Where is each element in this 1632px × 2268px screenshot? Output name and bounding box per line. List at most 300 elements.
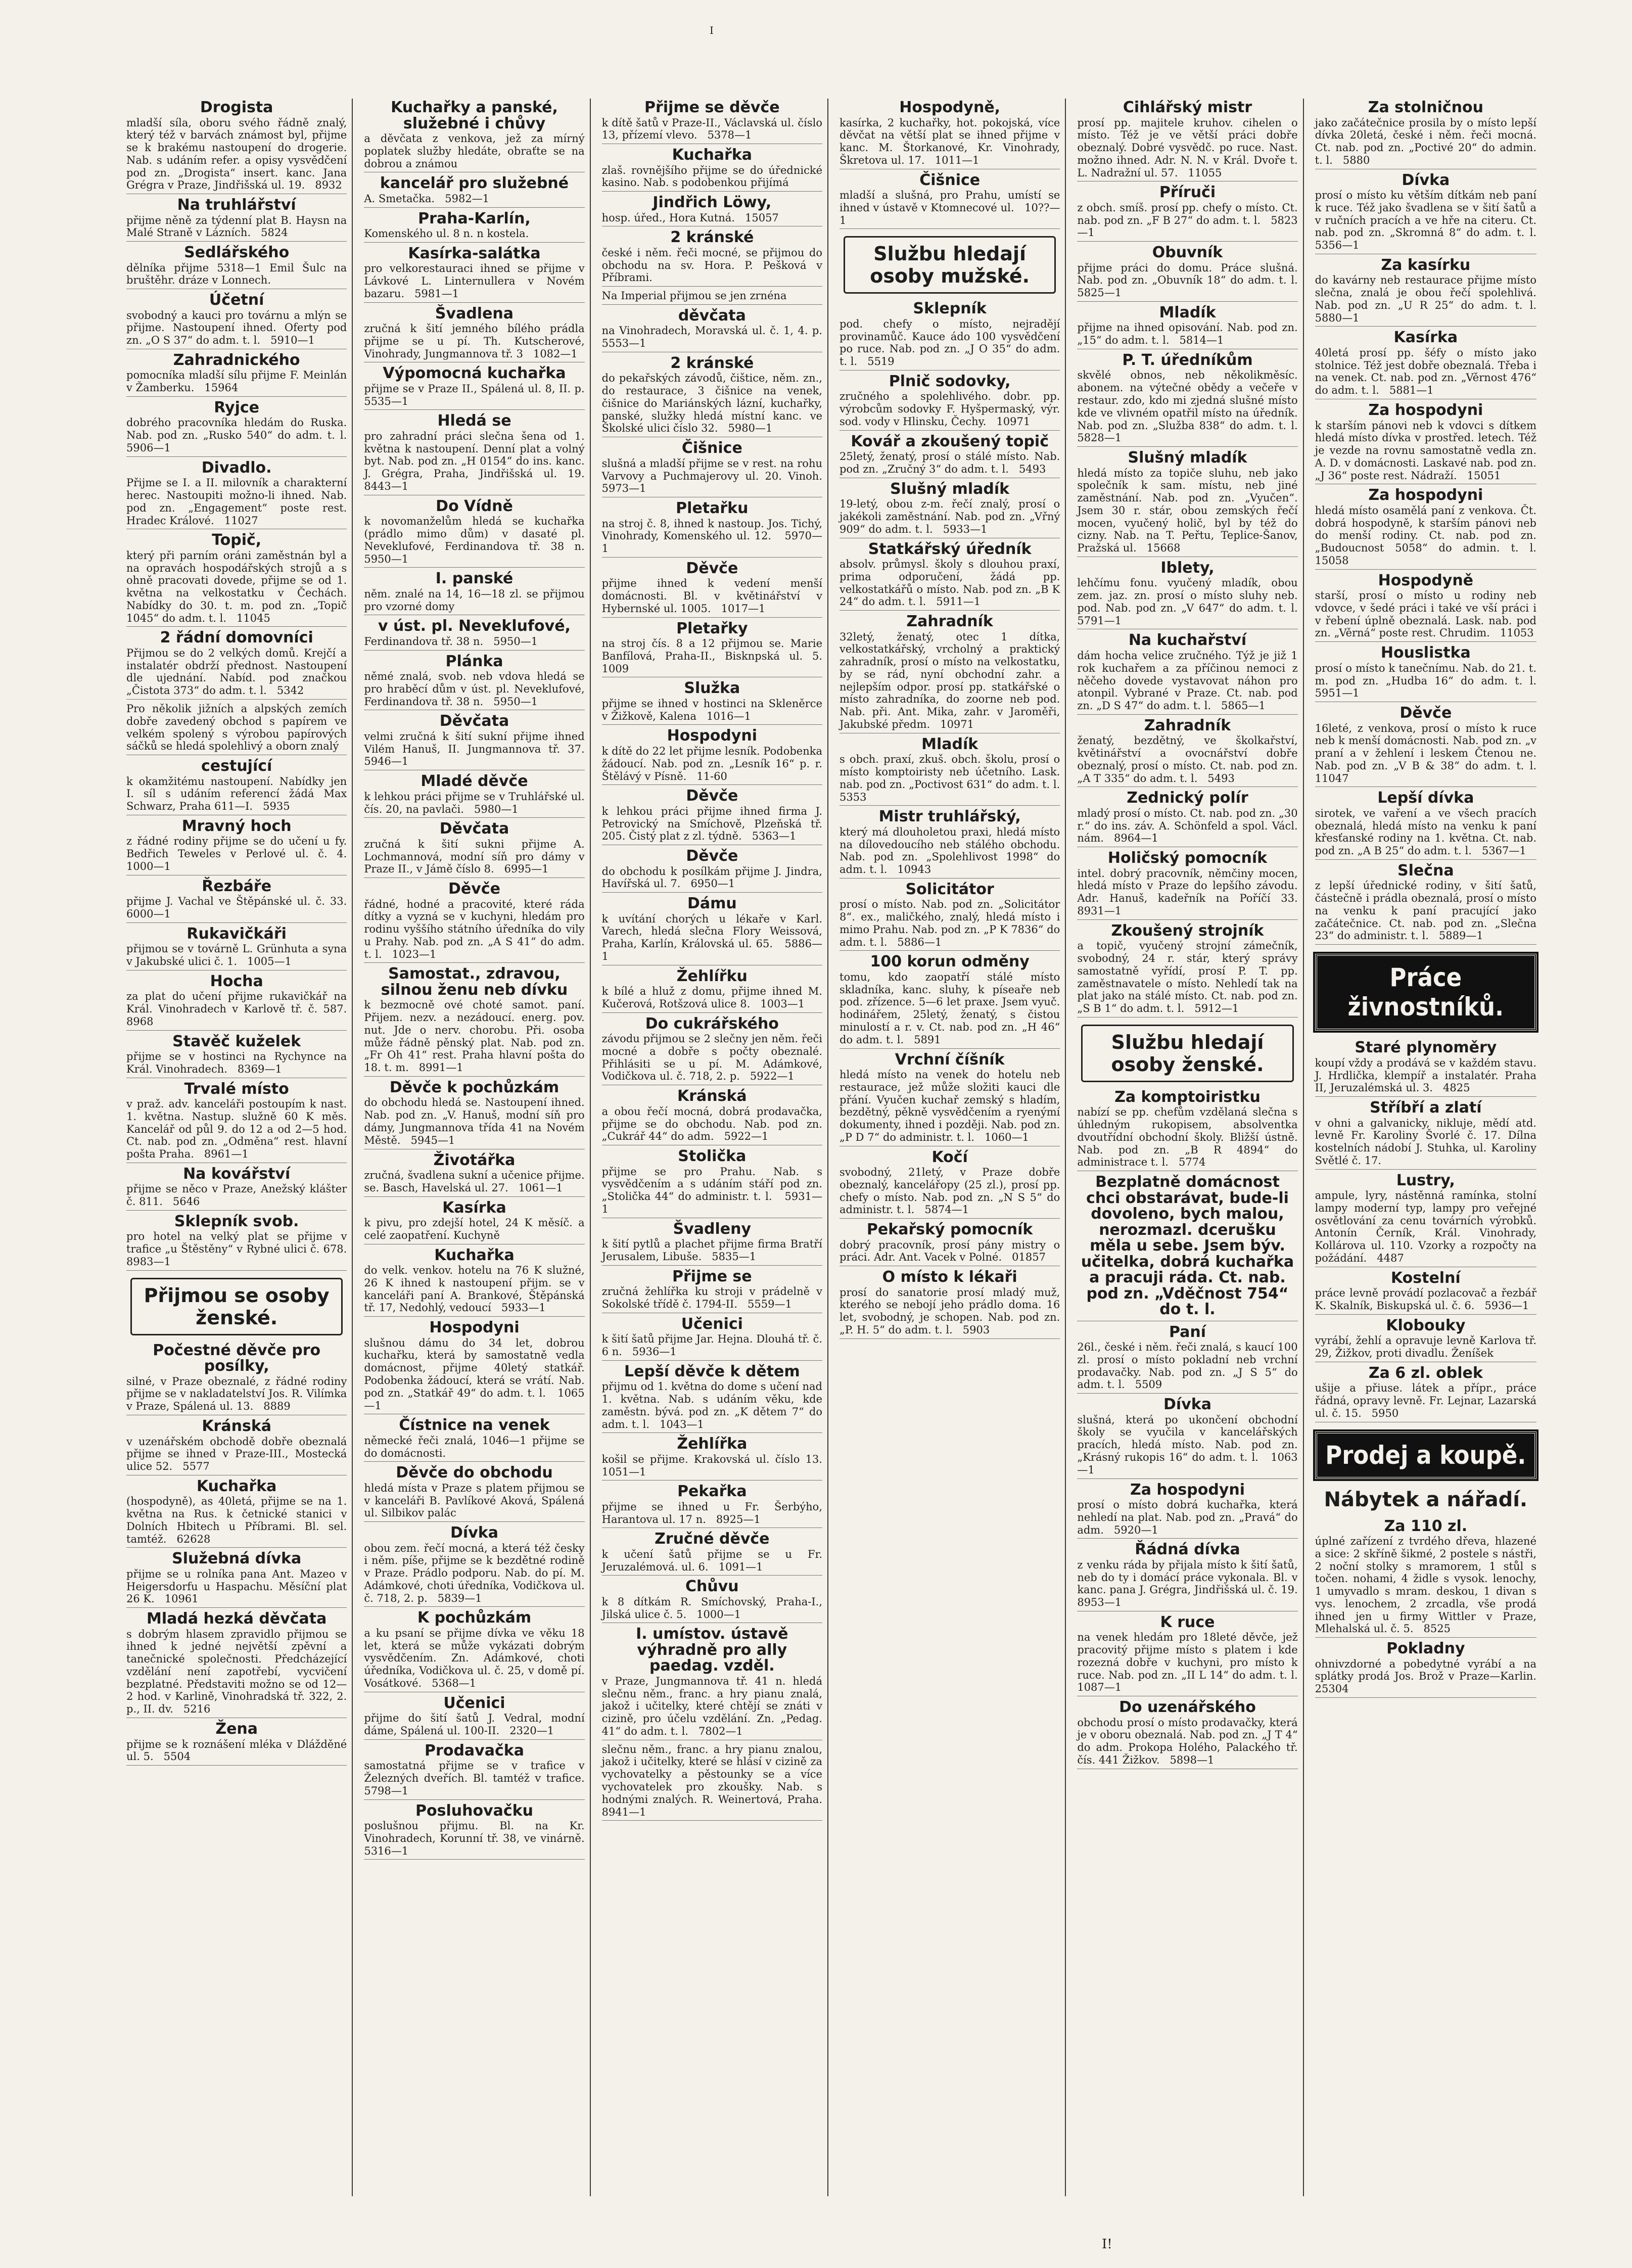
classified-ad [126,924,351,970]
ad-text: ženatý, bezdětný, ve školkařství, květinářství a ovocnářství dobře obeznalý, prosí o místo. Ct. nab. pod zn. „A T 335“ do adm. t. l. 5493 [1077,734,1301,784]
classified-ad [601,727,826,785]
classified-ad [1315,99,1540,169]
column-2 [359,99,595,2196]
ad-heading: Životářka [433,1151,516,1169]
classified-ad [1077,1174,1297,1321]
ad-text: poslušnou přijmu. Bl. na Kr. Vinohradech, Korunní tř. 38, ve vinárně. 5316—1 [364,1820,595,1857]
classified-ad [1315,171,1547,254]
classified-ad [1315,571,1540,642]
ad-heading: I. panské [435,570,514,588]
ad-text: prosí o místo dobrá kuchařka, která nehledí na plat. Nab. pod zn. „Pravá“ do adm. 5920—1 [1077,1499,1301,1536]
classified-ad [126,458,351,530]
ad-text: ohnivzdorné a pobedytné vyrábí a na splátky prodá Jos. Brož v Praze—Karlin. 25304 [1315,1657,1547,1695]
ad-text: slušná, která po ukončení obchodní školy se vyučila v kancelářských pracích, hledá místo. Nab. pod zn. „Krásný rukopis 16“ do adm. t. l. 1063—1 [1077,1413,1301,1476]
ad-text: přijmou se v továrně L. Grünhuta a syna v Jakubské ulici č. 1. 1005—1 [126,943,351,967]
ad-heading: Za stolničnou [1368,99,1483,116]
classified-ad [840,1148,1064,1219]
classified-ad [1315,329,1540,399]
ad-text: na stroj čís. 8 a 12 přijmou se. Marie Banfílová, Praha-II., Bisknpská ul. 5. 1009 [601,637,833,675]
classified-ad [1077,351,1308,447]
ad-heading: Služebná dívka [172,1550,302,1568]
classified-ad [1315,1099,1540,1170]
ad-heading: Rukavičkáři [186,924,287,943]
classified-ad [364,175,584,207]
ad-text: samostatná přijme se v trafice v Železných dveřích. Bl. tamtéž v trafice. 5798—1 [364,1760,595,1797]
ad-heading: Dívka [1163,1396,1211,1414]
classified-ad [364,244,588,303]
classified-ad [126,877,357,923]
ad-text: přijmu od 1. května do dome s učení nad 1. května. Nab. s udáním věku, kde zaměstn. bývá. pod zn. „K dětem 7“ do adm. t. l. 1043—1 [601,1380,826,1430]
classified-ad [601,1362,826,1433]
classified-ad [364,1524,588,1607]
classified-ad [126,817,357,875]
ad-text: k lehkou práci přijme se v Truhlářské ul. čís. 20, na pavlači. 5980—1 [364,790,588,815]
ad-heading: v úst. pl. Neveklufové, [378,617,571,635]
page-bottom-mark: I! [1102,2237,1112,2252]
section-heading: Přijmou se osoby ženské. [130,1278,343,1335]
classified-ad [364,570,588,615]
classified-ad [1077,1323,1301,1394]
classified-ad [126,99,351,194]
ad-text: koupí vždy a prodává se v každém stavu. J. Hrdlička, klempíř a instalatér. Praha II, Jeruzalémská ul. 3. 4825 [1315,1056,1540,1094]
ad-text: přijme se v hostinci na Rychynce na Král. Vinohradech. 8369—1 [126,1050,351,1075]
ad-text: do velk. venkov. hotelu na 76 K služné, 26 K ihned k nastoupení přijm. se v kanceláři paní A. Brankové, Štěpánská tř. 17, Nedohlý, vedoucí 5933—1 [364,1264,588,1314]
classified-ad [126,1720,351,1766]
classified-ad [601,1267,826,1313]
classified-ad [601,559,826,618]
ad-text: k novomanželům hledá se kuchařka (prádlo mimo dům) v dasaté pl. Neveklufové, Ferdinandova tř. 38 n. 5950—1 [364,515,595,565]
classified-ad [126,1080,351,1163]
ad-heading: Do cukrářského [645,1014,779,1033]
ad-heading: Řezbáře [202,877,272,895]
ad-text: hledá místo osamělá paní z venkova. Čt. dobrá hospodyně, k starším pánovi neb do menší rodiny. Ct. nab. pod zn. „Budoucnost 5058“ do admin. t. l. 15058 [1315,504,1547,567]
ad-text: hosp. úřed., Hora Kutná. 15057 [601,211,779,224]
classified-ad [602,290,822,305]
ad-heading: Posluhovačku [415,1801,533,1820]
ad-text: k uvítání chorých u lékaře v Karl. Varech, hledá slečna Flory Weissová, Praha, Karlín, Královská ul. 65. 5886—1 [601,912,826,962]
ad-text: který při parním oráni zaměstnán byl a na opravách hospodářských strojů a s ohně pracovati dovede, přijme se od 1. května na velkostatku v Čechách. Nabídky do 30. t. m. pod zn. „Topič 1045“ do adm. t. l. 11045 [126,549,351,624]
classified-ad [364,99,588,172]
ad-text: Přijme se I. a II. milovník a charakterní herec. Nastoupiti možno-li ihned. Nab. pod zn. „Engagement“ poste rest. Hradec Králové. 11027 [126,477,351,527]
section-banner: Práce živnostníků. [1315,954,1536,1031]
ad-text: a obou řečí mocná, dobrá prodavačka, přijme se do obchodu. Nab. pod zn. „Cukrář 44“ do adm. 5922—1 [601,1105,826,1143]
ad-text: prosí o místo ku větším dítkám neb paní k ruce. Též jako švadlena se v šití šatů a v ručních pracích a ve hře na citeru. Ct. nab. pod zn. „Skromná 8“ do adm. t. l. 5356—1 [1315,189,1547,252]
classified-ad [1077,244,1308,302]
ad-heading: Kuchařka [434,1246,515,1264]
classified-ad [364,965,588,1077]
ad-text: přijme se ihned v hostinci na Skleněrce v Žižkově, Kalena 1016—1 [601,697,826,722]
ad-text: 32letý, ženatý, otec 1 dítka, velkostatkářský, vrcholný a praktický zahradník, prosí o místo na velkostatku, by se rád, nyní obchodní zahr. a nejlepším odpor. prosí pp. statkářské o místo zahradníka, do zoorne neb pod. Nab. při. Ant. Mika, zahr. v Jaroměři, Jakubské předm. 10971 [840,630,1064,730]
ad-heading: děvčata [678,306,746,325]
classified-ad [601,895,826,965]
classified-ad [1077,921,1301,1017]
ad-heading: 2 kránské [670,228,754,247]
ad-heading: Čístnice na venek [399,1416,550,1434]
classified-ad [364,1416,588,1462]
classified-ad [1315,401,1540,484]
classified-ad [1315,1171,1540,1267]
classified-ad [601,146,826,192]
ad-heading: Kuchařka [672,146,753,164]
ad-text: intel. dobrý pracovník, němčiny mocen, hledá místo v Praze do lepšího závodu. Adr. Hanuš, kadeřník na Poříčí 33. 8931—1 [1077,867,1308,917]
classified-ad [840,372,1064,431]
ad-heading: Služka [684,679,740,698]
ad-heading: Slušný mladík [890,480,1010,498]
ad-text: dám hocha velice zručného. Týž je již 1 rok kuchařem a za příčinou nemoci z něčeho dovede vystavovat náhon pro atonpil. Vybrané v Praze. Ct. nab. pod zn. „D S 47“ do adm. t. l. 5865—1 [1077,649,1301,712]
ad-heading: Zahradník [1144,716,1231,734]
ad-text: něm. znalé na 14, 16—18 zl. se přijmou pro vzorné domy [364,587,588,613]
classified-ad [1077,99,1301,181]
ad-heading: K pochůzkám [417,1609,532,1627]
ad-text: přijme se k roznášení mléka v Dlážděné ul. 5. 5504 [126,1738,351,1763]
ad-text: na venek hledám pro 18leté děvče, jež pracovitý přijme místo s platem i kde rozezná dobře v kuchyni, pro místo k ruce. Nab. pod zn. „II L 14“ do adm. t. l. 1087—1 [1077,1631,1308,1694]
classified-ad [601,1220,826,1266]
ad-text: starší, prosí o místo u rodiny neb vdovce, v šedé práci i také ve vší práci i v řebení úplně obeznalá. Lask. nab. pod zn. „Věrná“ poste rest. Chrudim. 11053 [1315,589,1540,639]
column-5 [1072,99,1308,2196]
ad-heading: Obuvník [1152,244,1223,262]
classified-ad [364,1319,588,1414]
ad-heading: Příruči [1159,183,1216,202]
ad-text: zlaš. rovnějšího přijme se do úřednické kasino. Nab. s podobenkou přijímá [601,164,826,189]
ad-text: přijme J. Vachal ve Štěpánské ul. č. 33. 6000—1 [126,895,357,920]
ad-text: 19-letý, obou z-m. řečí znalý, prosí o jakékoli zaměstnání. Nab. pod zn. „Vřný 909“ do adm. t. l. 5933—1 [840,498,1064,535]
ad-text: prosí o místo k tanečnímu. Nab. do 21. t. m. pod zn. „Hudba 16“ do adm. t. l. 5951—1 [1315,662,1547,700]
ad-heading: Hospodyně, [899,99,1001,116]
ad-heading: Děvčata [439,712,509,730]
ad-heading: Solicitátor [905,880,994,898]
ad-heading: 2 kránské [670,354,754,372]
ad-heading: Kuchařky a panské, služebné i chůvy [391,99,558,132]
ad-text: v praž. adv. kanceláři postoupím k nast. 1. května. Nastup. služně 60 K měs. Kancelář od půl 9. do 12 a od 2—5 hod. Ct. nab. pod zn. „Odměna“ rest. hlavní pošta Praha. 8961—1 [126,1098,351,1161]
ad-heading: Děvče [686,559,738,577]
ad-text: němé znalá, svob. neb vdova hledá se pro hraběcí dům v úst. pl. Neveklufové, Ferdinandova tř. 38 n. 5950—1 [364,670,588,708]
classified-ad [601,439,833,497]
ad-heading: I. umístov. ústavě výhradně pro ally paedag. vzděl. [636,1625,788,1675]
classified-ad [840,1268,1064,1339]
ad-heading: Zkoušený strojník [1111,921,1264,940]
classified-ad [126,703,351,755]
ad-heading: Hocha [210,972,263,990]
ad-text: svobodný, 21letý, v Praze dobře obeznalý, kancelářopy (25 zl.), prosí pp. chefy o místo. Nab. pod zn. „N S 5“ do administr. t. l. 5874—1 [840,1166,1064,1216]
classified-ad [364,1246,588,1317]
ad-text: 40letá prosí pp. šéfy o místo jako stolnice. Též jest dobře obeznalá. Třeba i na venek. Ct. nab. pod zn. „Věrnost 476“ do adm. t. l. 5881—1 [1315,346,1540,397]
ad-heading: Na truhlářství [177,196,296,214]
ad-heading: Mladík [921,735,978,753]
ad-heading: Hledá se [437,412,511,430]
ad-heading: Kočí [931,1148,968,1166]
ad-text: velmi zručná k šití sukní přijme ihned Vilém Hanuš, II. Jungmannova tř. 37. 5946—1 [364,730,595,768]
ad-text: k lehkou práci přijme ihned firma J. Petrovický na Smíchově, Plzeňská tř. 205. Čistý plat z zl. týdně. 5363—1 [601,805,826,843]
classified-ad [364,1801,595,1860]
ad-heading: K ruce [1160,1613,1215,1631]
ad-text: přijme ihned k vedení menší domácnosti. Bl. v květinářství v Hybernské ul. 1005. 1017—1 [601,577,826,615]
ad-heading: Učenici [443,1694,505,1712]
ad-text: k okamžitému nastoupení. Nabídky jen I. síl s udáním referencí žádá Max Schwarz, Praha 611—I. 5935 [126,775,351,813]
ad-heading: Stolička [678,1147,747,1166]
ad-heading: Děvče [1400,704,1452,722]
classified-ad [1315,1517,1540,1638]
newspaper-page [121,99,1547,2196]
ad-text: práce levně provádí pozlacovač a řezbář K. Skalník, Biskupská ul. č. 6. 5936—1 [1315,1287,1540,1312]
ad-heading: Přijme se děvče [644,99,780,116]
classified-ad [364,304,588,363]
ad-heading: Zahradník [906,613,993,631]
ad-heading: Děvčata [439,820,509,838]
ad-text: prosí pp. majitele kruhov. cihelen o místo. Též je ve větší práci dobře obeznalý. Dobré vysvědč. po ruce. Nast. možno ihned. Adr. N. N. v Král. Dvoře t. L. Nadražní ul. 57. 11055 [1077,116,1301,179]
column-4 [834,99,1070,2196]
classified-ad [364,211,584,243]
ad-heading: cestující [201,757,272,775]
ad-text: obou zem. řečí mocná, a která též česky i něm. píše, přijme se k bezdětné rodině v Praze. Prádlo podporu. Nab. do pí. M. Adámkové, choti úředníka, Vodičkova ul. č. 718, 2. p. 5839—1 [364,1542,588,1604]
classified-ad [840,1050,1064,1146]
ad-heading: Výpomocná kuchařka [383,364,566,383]
ad-heading: Lepší děvče k dětem [624,1362,800,1380]
classified-ad [601,99,826,144]
ad-heading: Za komptoiristku [1114,1088,1261,1106]
ad-heading: Cihlářský mistr [1123,99,1252,116]
ad-text: přijme do šití šatů J. Vedral, modní dáme, Spálená ul. 100-II. 2320—1 [364,1712,588,1737]
ad-heading: Řádná dívka [1135,1541,1240,1559]
ad-heading: Žena [215,1720,258,1738]
ad-heading: Děvče [686,787,738,805]
ad-text: kasírka, 2 kuchařky, hot. pokojská, více děvčat na větší plat se ihned přijme v kanc. M. Štorkanové, Kr. Vinohrady, Škretova ul. 17. 1011—1 [840,116,1064,166]
classified-ad [840,953,1064,1048]
ad-text: svobodný a kauci pro továrnu a mlýn se přijme. Nastoupení ihned. Oferty pod zn. „O S 37“ do adm. t. l. 5910—1 [126,309,351,347]
classified-ad [1077,716,1301,788]
classified-ad [1315,704,1547,787]
classified-ad [126,1550,351,1608]
classified-ad [1077,303,1301,349]
section-banner: Prodej a koupě. [1315,1431,1536,1479]
ad-text: z obch. smíš. prosí pp. chefy o místo. Ct. nab. pod zn. „F B 27“ do adm. t. l. 5823—1 [1077,201,1301,239]
ad-text: sirotek, ve vaření a ve všech pracích obeznalá, hledá místo na venku k paní křesťanské rodiny na 1. května. Ct. nab. pod zn. „A B 25“ do adm. t. l. 5367—1 [1315,807,1540,857]
ad-text: obchodu prosí o místo prodavačky, která je v oboru obeznalá. Nab. pod zn. „J T 4“ do adm. Prokopa Holého, Palackého tř. čís. 441 Žižkov. 5898—1 [1077,1716,1301,1767]
ad-heading: Hospodyně [1378,571,1474,589]
ad-heading: Zručné děvče [655,1530,770,1548]
ad-heading: Trvalé místo [184,1080,289,1098]
ad-heading: kancelář pro služebné [380,174,569,193]
ad-text: slečnu něm., franc. a hry pianu znalou, jakož i učitelky, které se hlásí v cizině za vychovatelky a pěstounky se a více vychovatelek pro zkoušky. Nab. s hodnými znalých. R. Weinertová, Praha. 8941—1 [601,1743,833,1818]
ad-text: dobrý pracovník, prosí pány mistry o práci. Adr. Ant. Vacek v Polné. 01857 [840,1238,1064,1264]
ad-heading: Dívka [1402,171,1450,189]
ad-text: 16leté, z venkova, prosí o místo k ruce neb k menší domácnosti. Nab. pod zn. „v praní a v žehlení i leskem Čtenou ne. Nab. pod zn. „V B & 38“ do adm. t. l. 11047 [1315,722,1547,784]
classified-ad [364,1198,588,1244]
columns-container [121,99,1547,2196]
ad-text: k učení šatů přijme se u Fr. Jeruzalémová. ul. 6. 1091—1 [601,1548,826,1573]
ad-heading: Do Vídně [436,497,513,515]
ad-text: přijme se pro Prahu. Nab. s vysvědčením a s udáním stáří pod zn. „Stolička 44“ do administr. t. l. 5931—1 [601,1165,826,1215]
ad-text: s obch. praxí, zkuš. obch. školu, prosí o místo komptoiristy neb účetního. Lask. nab. pod zn. „Poctivost 631“ do adm. t. l. 5353 [840,753,1070,803]
ad-text: a topič, vyučený strojní zámečník, svobodný, 24 r. stár, který správy samostatně vyřídí, prosí P. T. pp. zaměstnavatele o místo. Nehledí tak na plat jako na stálé místo. Ct. nab. pod zn. „S B 1“ do adm. t. l. 5912—1 [1077,940,1301,1015]
ad-heading: Čišnice [919,171,981,189]
ad-heading: Hospodyni [667,727,757,745]
classified-ad [601,1147,826,1218]
ad-heading: Sklepník svob. [174,1212,299,1230]
ad-heading: Pletařku [676,499,749,518]
classified-ad [601,1087,826,1145]
classified-ad [601,967,826,1013]
ad-heading: Čišnice [681,439,742,457]
ad-heading: Kasírka [1393,329,1458,347]
classified-ad [364,412,595,495]
ad-text: české i něm. řeči mocné, se přijmou do obchodu na sv. Hora. P. Pešková v Příbrami. [601,246,826,284]
ad-heading: Účetní [209,291,264,309]
classified-ad [1077,1698,1301,1769]
classified-ad [1315,1039,1540,1097]
classified-ad [364,364,595,410]
classified-ad [364,712,595,770]
ad-text: a ku psaní se přijme dívka ve věku 18 let, která se může vykázati dobrým vysvědčením. Zn. Adámkové, choti úředníka, Vodičkova ul. č. 25, v domě pí. Vosátkové. 5368—1 [364,1627,588,1689]
classified-ad [1077,849,1308,920]
ad-text: přijme se něco v Praze, Anežský klášter č. 811. 5646 [126,1183,351,1208]
ad-heading: Kasírka [442,1198,506,1217]
ad-text: pod. chefy o místo, nejradějí provinamůč. Kauce ádo 100 vysvědčení po ruce. Nab. pod zn. „J O 35“ do adm. t. l. 5519 [840,317,1064,368]
classified-ad [1315,644,1547,702]
subsection-title: Nábytek a nářadí. [1324,1488,1528,1511]
ad-heading: Holičský pomocník [1107,849,1268,867]
ad-heading: Prodavačka [425,1741,524,1760]
ad-text: a děvčata z venkova, jež za mírný poplatek služby hledáte, obraťte se na dobrou a známou [364,132,588,170]
classified-ad [601,1315,826,1361]
classified-ad [840,540,1064,611]
ad-heading: Topič, [212,531,262,549]
ad-text: Na Imperial přijmou se jen zrnéna [601,290,787,302]
classified-ad [1077,559,1308,630]
classified-ad [840,432,1064,478]
classified-ad [126,244,351,289]
classified-ad [126,1165,351,1211]
ad-text: do kavárny neb restaurace přijme místo slečna, znalá je obou řečí spolehlivá. Nab. pod zn. „U R 25“ do adm. t. l. 5880—1 [1315,274,1547,324]
ad-text: hledá místo za topiče sluhu, neb jako společník k sam. místu, neb jiné zaměstnání. Nab. pod zn. „Vyučen“. Jsem 30 r. stár, obou zemských řečí mocen, vyučený holič, byl by též do cizny. Nab. na T. Peřtu, Teplice-Šanov, Pražská ul. 15668 [1077,467,1301,554]
classified-ad [840,171,1064,229]
ad-heading: Sklepník [913,300,987,318]
ad-text: mladší síla, oboru svého řádně znalý, který též v barvách známost byl, přijme se k brakému nastoupení do drogerie. Nab. s udáním refer. a opisy vysvědčení pod zn. „Drogista“ insert. kanc. Jana Grégra v Praze, Jindřišská ul. 19. 8932 [126,116,351,192]
classified-ad [601,679,826,725]
ad-heading: Za hospodyni [1368,486,1483,504]
classified-ad [126,1610,351,1718]
ad-heading: Pletařky [676,619,748,637]
ad-heading: Mistr truhlářský, [878,808,1021,826]
ad-heading: Děvče [448,880,500,898]
ad-text: přijme na ihned opisování. Nab. pod zn. „15“ do adm. t. l. 5814—1 [1077,321,1301,347]
ad-text: košil se přijme. Krakovská ul. číslo 13. 1051—1 [601,1453,833,1478]
ad-text: mladší a slušná, pro Prahu, umístí se ihned v ústavě v Ktomnecové ul. 10??—1 [840,189,1064,226]
column-1 [121,99,357,2196]
classified-ad [1315,861,1540,945]
ad-text: do obchodu hledá se. Nastoupení ihned. Nab. pod zn. „V. Hanuš, modní síň pro dámy, Jungmannova třída 41 na Novém Městě. 5945—1 [364,1096,588,1146]
ad-heading: Divadlo. [201,458,272,477]
ad-heading: Stavěč kuželek [172,1032,301,1050]
ad-text: pro hotel na velký plat se přijme v trafice „u Štěstěny“ v Rybné ulici č. 678. 8983—1 [126,1230,357,1268]
classified-ad [601,787,826,845]
classified-ad [1077,183,1301,242]
ad-text: (hospodyně), as 40letá, přijme se na 1. května na Rus. k četnické stanici v Dolních Hbitech u Příbrami. Bl. sel. tamtéž. 62628 [126,1495,351,1545]
ad-heading: Staré plynoměry [1355,1039,1497,1057]
ad-heading: Do uzenářského [1119,1698,1256,1717]
ad-text: za plat do učení přijme rukavičkář na Král. Vinohradech v Karlově tř. č. 587. 8968 [126,990,357,1028]
ad-text: úplné zařízení z tvrdého dřeva, hlazené a sice: 2 skříně šikmé, 2 postele s nástři, 2 noční stolky s mramorem, 1 stůl s točen. nohami, 4 židle s vysok. lenochy, 1 umyvadlo s mram. deskou, 1 divan s vys. lenochem, 2 zrcadla, vše prodá ihned jen u firmy Wittler v Praze, Mlehalská ul. č. 5. 8525 [1315,1535,1540,1635]
ad-text: k šití šatů přijme Jar. Hejna. Dlouhá tř. č. 6 n. 5936—1 [601,1333,826,1358]
ad-heading: Kovář a zkoušený topič [851,432,1049,450]
ad-heading: Drogista [200,99,273,116]
ad-text: zručná žehlířka ku stroji v prádelně v Sokolské třídě č. 1794-II. 5559—1 [601,1285,826,1310]
ad-heading: Děvče do obchodu [396,1464,553,1482]
ad-heading: Houslistka [1380,644,1471,662]
ad-text: v ohni a galvanicky, nikluje, mědí atd. levně Fr. Karoliny Švorlé č. 17. Dílna kostelních nádobí J. Stuhka, ul. Karoliny Světlé č. 17. [1315,1117,1540,1167]
ad-heading: Plnič sodovky, [889,372,1011,390]
ad-text: v Praze, Jungmannova tř. 41 n. hledá slečnu něm., franc. a hry pianu znalá, jakož i učitelky, které chtějí se znáti v cizině, pro účelu vzdělání. Zn. „Pedag. 41“ do adm. t. l. 7802—1 [601,1675,826,1737]
classified-ad [364,1464,588,1522]
classified-ad [126,757,351,815]
ad-heading: Dívka [450,1524,498,1542]
classified-ad [1315,486,1547,569]
ad-text: pro zahradní práci slečna šena od 1. května k nastoupení. Denní plat a volný byt. Nab. pod zn. „H 0154“ do ins. kanc. J. Grégra, Praha, Jindřišská ul. 19. 8443—1 [364,430,595,493]
ad-text: hledá místo na venek do hotelu neb restaurace, jež může složiti kauci dle přání. Vyučen kuchař zemský s hladím, bezdětný, pěkně vysvědčením a ryenýmí dokumenty, ihned i později. Nab. pod zn. „P D 7“ do administr. t. l. 1060—1 [840,1069,1064,1143]
ad-text: v uzenářském obchodě dobře obeznalá přijme se ihned v Praze-III., Mostecká ulice 52. 5577 [126,1435,351,1473]
ad-text: k šití pytlů a plachet přijme firma Bratří Jerusalem, Libuše. 5835—1 [601,1238,826,1263]
classified-ad [1315,1269,1540,1315]
ad-heading: Na kovářství [183,1165,291,1183]
classified-ad [840,480,1064,538]
ad-heading: Zednický polír [1127,789,1248,807]
ad-heading: Kuchařka [196,1477,277,1495]
classified-ad [364,1741,595,1800]
classified-ad [1077,1613,1308,1696]
ad-heading: O místo k lékaři [882,1268,1017,1286]
ad-text: prosí o místo. Nab. pod zn. „Solicitátor 8“. ex., maličkého, znalý, hledá místo i mimo Prahu. Nab. pod zn. „P K 7836“ do adm. t. l. 5886—1 [840,898,1064,948]
ad-heading: Švadlena [435,304,514,322]
ad-text: tomu, kdo zaopatří stálé místo skladníka, kanc. sluhy, k píseaře neb pod. zřízence. 5—6 let praxe. Jsem vyuč. hodinářem, 25letý, ženatý, s čistou minulostí a r. v. Ct. nab. pod zn. „H 46“ do adm. t. l. 5891 [840,970,1064,1046]
ad-heading: Paní [1169,1323,1206,1341]
ad-text: který má dlouholetou praxi, hledá místo na dílovedoucího neb stálého obchodu. Nab. pod zn. „Spolehlivost 1998“ do adm. t. l. 10943 [840,825,1064,876]
ad-text: z řádné rodiny přijme se do učení u fy. Bedřich Teweles v Perlové ul. č. 4. 1000—1 [126,835,357,872]
classified-ad [126,196,351,242]
ad-text: přijme něně za týdenní plat B. Haysn na Malé Straně v Lázních. 5824 [126,214,351,239]
classified-ad [840,1221,1064,1266]
classified-ad [126,629,351,700]
ad-heading: Dámu [687,895,737,913]
ad-text: lehčímu fonu. vyučený mladík, obou zem. jaz. zn. prosí o místo sluhy neb. pod. Nab. pod zn. „V 647“ do adm. t. l. 5791—1 [1077,577,1308,627]
ad-heading: Sedlářského [184,244,290,262]
ad-heading: Statkářský úředník [868,540,1032,558]
classified-ad [364,1151,588,1197]
ad-heading: Mladík [1159,303,1216,321]
ad-heading: Kostelní [1390,1269,1461,1287]
ad-text: hledá místa v Praze s platem přijmou se v kanceláři B. Pavlíkové Aková, Spálená ul. Silbikov palác [364,1482,588,1519]
ad-heading: Kránská [677,1087,747,1105]
ad-text: Přijmou se do 2 velkých domů. Krejčí a instalatér obdrží přednost. Nastoupení dle ujednání. Nabíd. pod značkou „Čistota 373“ do adm. t. l. 5342 [126,646,351,697]
ad-heading: Počestné děvče pro posílky, [153,1341,321,1375]
ad-heading: Bezplatně domácnost chci obstarávat, bude-li dovoleno, bych malou, nerozmazl. dcerušku měla u sebe. Jsem býv. učitelka, dobrá kuchařka a pracuji ráda. Ct. nab. pod zn. „Vděčnost 754“ do t. l. [1081,1173,1294,1319]
classified-ad [364,880,588,963]
classified-ad [840,613,1064,733]
classified-ad [1315,1364,1540,1422]
ad-heading: Kasírka-salátka [408,244,541,262]
classified-ad [601,619,833,678]
section-heading: Službu hledají osoby mužské. [844,236,1056,294]
classified-ad [1077,1480,1301,1539]
classified-ad [1315,256,1547,327]
ad-text: k 8 dítkám R. Smíchovský, Praha-I., Jilská ulice č. 5. 1000—1 [601,1595,826,1621]
ad-heading: Žehlířka [677,1435,748,1453]
ad-text: nabízí se pp. chefům vzdělaná slečna s úhledným rukopisem, absolventka dvoutřídní obchodní školy. Bližší ústně. Nab. pod zn. „B R 4894“ do administrace t. l. 5774 [1077,1106,1301,1169]
ad-text: Ferdinandova tř. 38 n. 5950—1 [364,635,538,647]
ad-heading: Samostat., zdravou, silnou ženu neb dívku [381,965,568,999]
ad-text: pro velkorestauraci ihned se přijme v Lávkové L. Linternullera v Novém bazaru. 5981—1 [364,262,588,300]
column-3 [597,99,833,2196]
ad-heading: 2 řádní domovníci [160,629,313,647]
ad-heading: Za 110 zl. [1384,1517,1468,1535]
